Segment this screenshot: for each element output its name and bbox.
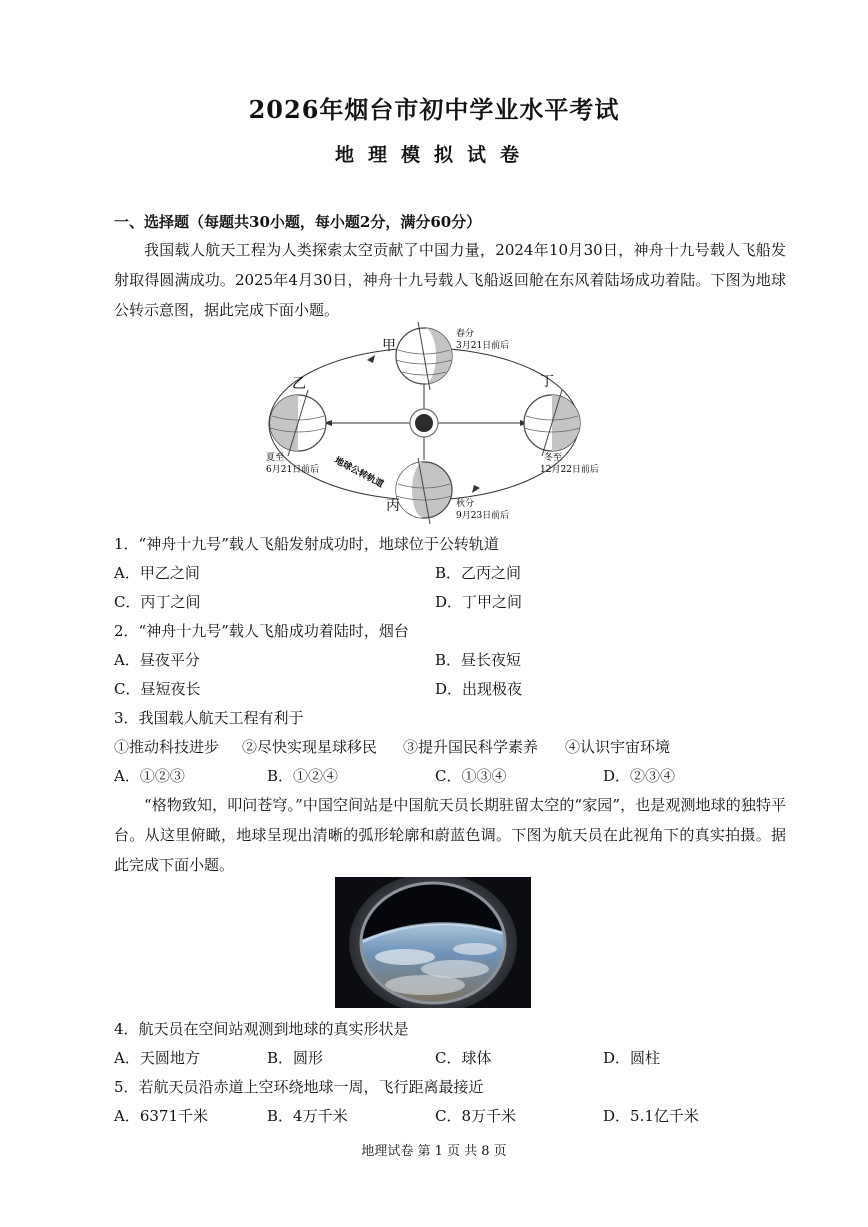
question-3-item-2: ②尽快实现星球移民 — [242, 738, 378, 756]
label-autumn: 秋分 — [456, 499, 475, 509]
label-yi: 乙 — [292, 376, 306, 392]
question-3-option-a: A．①②③ — [114, 767, 185, 785]
label-spring: 春分 — [456, 329, 475, 339]
question-2-option-a: A．昼夜平分 — [114, 651, 200, 669]
earth-bing-icon — [396, 458, 452, 524]
question-3-item-3: ③提升国民科学素养 — [403, 738, 539, 756]
question-1-option-a: A．甲乙之间 — [114, 564, 200, 582]
question-1-option-d: D．丁甲之间 — [435, 593, 523, 611]
question-4-option-a: A．天圆地方 — [114, 1049, 200, 1067]
page-subtitle: 地理模拟试卷 — [334, 144, 533, 166]
question-3-item-1: ①推动科技进步 — [114, 738, 220, 756]
page-footer: 地理试卷 第 1 页 共 8 页 — [361, 1144, 507, 1159]
label-spring-date: 3月21日前后 — [456, 341, 510, 351]
question-4-option-b: B．圆形 — [267, 1049, 324, 1067]
question-5-option-a: A．6371千米 — [114, 1107, 209, 1125]
question-2-option-d: D．出现极夜 — [435, 680, 523, 698]
label-summer: 夏至 — [266, 453, 285, 463]
label-ding: 丁 — [540, 374, 554, 390]
question-1-stem: 1．“神舟十九号”载人飞船发射成功时，地球位于公转轨道 — [114, 535, 499, 553]
earth-photo-image — [335, 877, 531, 1008]
question-3-stem: 3．我国载人航天工程有利于 — [114, 709, 304, 727]
page-title: 2026年烟台市初中学业水平考试 — [248, 95, 620, 124]
question-3-item-4: ④认识宇宙环境 — [565, 738, 671, 756]
question-5-option-d: D．5.1亿千米 — [603, 1107, 699, 1125]
question-2-stem: 2．“神舟十九号”载人飞船成功着陆时，烟台 — [114, 622, 409, 640]
question-5-option-c: C．8万千米 — [435, 1107, 517, 1125]
earth-yi-icon — [270, 390, 326, 456]
question-3-option-c: C．①③④ — [435, 767, 507, 785]
question-3-option-b: B．①②④ — [267, 767, 339, 785]
label-winter: 冬至 — [544, 453, 563, 463]
passage-2: “格物致知，叩问苍穹。”中国空间站是中国航天员长期驻留太空的“家园”，也是观测地球的独特平台。从这里俯瞰，地球呈现出清晰的弧形轮廓和蔚蓝色调。下图为航天员在此视角下的真实拍摄。据此完成下面小题。 — [114, 796, 786, 874]
label-autumn-date: 9月23日前后 — [456, 511, 510, 521]
earth-revolution-diagram — [262, 320, 612, 530]
section-heading: 一、选择题（每题共30小题，每小题2分，满分60分） — [114, 213, 482, 231]
question-4-option-d: D．圆柱 — [603, 1049, 661, 1067]
question-2-option-c: C．昼短夜长 — [114, 680, 201, 698]
question-4-option-c: C．球体 — [435, 1049, 492, 1067]
question-1-option-b: B．乙丙之间 — [435, 564, 522, 582]
question-3-option-d: D．②③④ — [603, 767, 676, 785]
question-5-stem: 5．若航天员沿赤道上空环绕地球一周，飞行距离最接近 — [114, 1078, 484, 1096]
orbit-arrow-bottom — [472, 485, 480, 493]
label-winter-date: 12月22日前后 — [540, 465, 599, 475]
earth-jia-icon — [396, 322, 452, 390]
question-4-stem: 4．航天员在空间站观测到地球的真实形状是 — [114, 1020, 409, 1038]
label-jia: 甲 — [382, 338, 396, 354]
question-5-option-b: B．4万千米 — [267, 1107, 348, 1125]
orbit-arrow-top — [367, 355, 375, 363]
label-bing: 丙 — [386, 498, 400, 514]
label-summer-date: 6月21日前后 — [266, 465, 320, 475]
label-orbit: 地球公转轨道 — [332, 455, 385, 491]
question-1-option-c: C．丙丁之间 — [114, 593, 201, 611]
question-2-option-b: B．昼长夜短 — [435, 651, 522, 669]
passage-1: 我国载人航天工程为人类探索太空贡献了中国力量，2024年10月30日，神舟十九号载人飞船发射取得圆满成功。2025年4月30日，神舟十九号载人飞船返回舱在东风着陆场成功着陆。下图为地球公转示意图，据此完成下面小题。 — [114, 241, 786, 319]
